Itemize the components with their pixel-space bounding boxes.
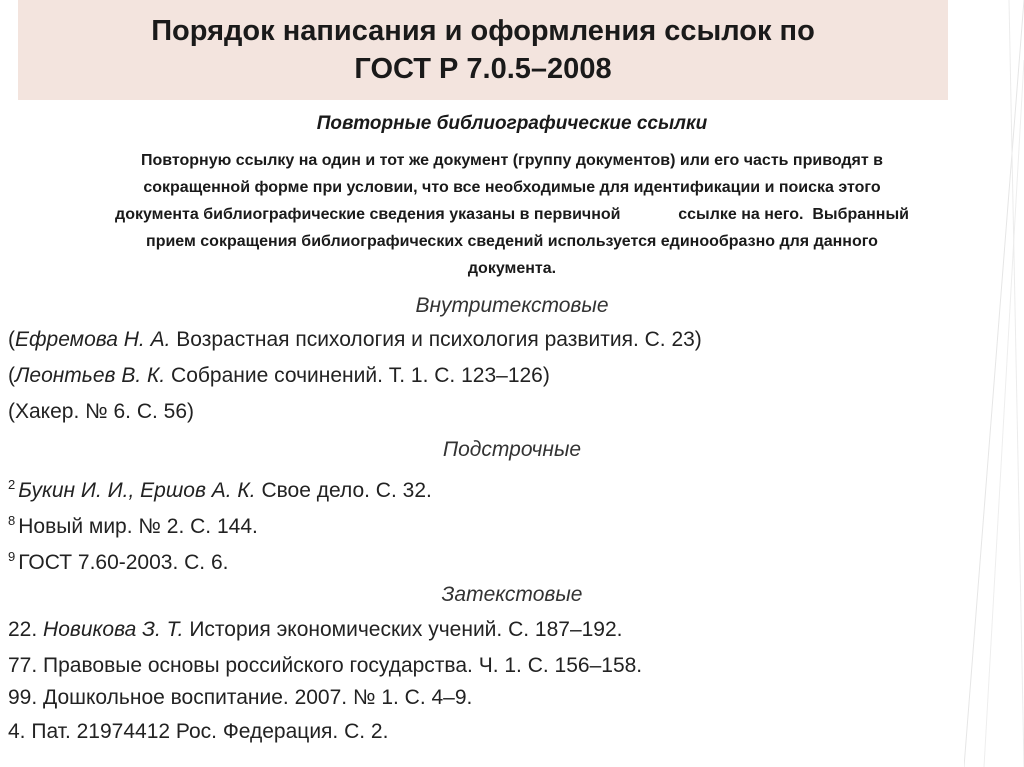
intro-line: прием сокращения библиографических сведений используется единообразно для данного	[146, 233, 878, 250]
footnote-number: 2	[8, 477, 16, 492]
title-line-1: Порядок написания и оформления ссылок по	[151, 15, 815, 47]
endtext-entry	[8, 682, 472, 714]
entry-text: (Хакер. № 6. С. 56)	[8, 400, 195, 423]
endtext-entry	[8, 650, 642, 682]
footnote-number: 8	[8, 513, 16, 528]
intro-line: Повторную ссылку на один и тот же документ (группу документов) или его часть приводят в	[140, 152, 883, 169]
entry-text: Свое дело. С. 32.	[255, 479, 432, 502]
entry-text: 4. Пат. 21974412 Рос. Федерация. С. 2.	[8, 720, 389, 743]
entry-text: 99. Дошкольное воспитание. 2007. № 1. С. 4–9.	[8, 686, 473, 709]
section-heading-intext: Внутритекстовые	[415, 294, 609, 317]
entry-prefix: (	[8, 328, 15, 351]
intro-line: документа.	[467, 260, 557, 277]
entry-text: Новый мир. № 2. С. 144.	[18, 515, 258, 538]
title-box	[18, 0, 948, 100]
entry-text: Возрастная психология и психология развития. С. 23)	[170, 328, 702, 351]
footnote-entry	[8, 541, 229, 579]
section-heading-footnote: Подстрочные	[442, 438, 582, 461]
endtext-entry	[8, 716, 388, 748]
title-line-2: ГОСТ Р 7.0.5–2008	[354, 53, 612, 85]
intro-line: документа библиографические сведения указаны в первичной ссылке на него. Выбранный	[115, 206, 909, 223]
intext-entry	[8, 360, 550, 392]
entry-prefix: 22.	[8, 618, 44, 641]
entry-author: Леонтьев В. К.	[15, 364, 166, 387]
intro-line: сокращенной форме при условии, что все необходимые для идентификации и поиска этого	[143, 179, 881, 196]
entry-text: Собрание сочинений. Т. 1. С. 123–126)	[165, 364, 550, 387]
section-heading-endtext: Затекстовые	[441, 583, 583, 606]
endtext-entry	[8, 614, 623, 646]
intro-paragraph	[0, 147, 1024, 282]
entry-prefix: (	[8, 364, 15, 387]
entry-text: ГОСТ 7.60-2003. С. 6.	[18, 551, 229, 574]
entry-author: Ефремова Н. А.	[15, 328, 171, 351]
entry-text: История экономических учений. С. 187–192.	[183, 618, 623, 641]
footnote-number: 9	[8, 549, 16, 564]
entry-author: Букин И. И., Ершов А. К.	[18, 479, 256, 502]
footnote-entry	[8, 469, 432, 507]
entry-author: Новикова З. Т.	[43, 618, 184, 641]
intext-entry	[8, 396, 194, 428]
footnote-entry	[8, 505, 258, 543]
entry-text: 77. Правовые основы российского государства. Ч. 1. С. 156–158.	[8, 654, 643, 677]
subtitle: Повторные библиографические ссылки	[316, 113, 708, 134]
intext-entry	[8, 324, 702, 356]
